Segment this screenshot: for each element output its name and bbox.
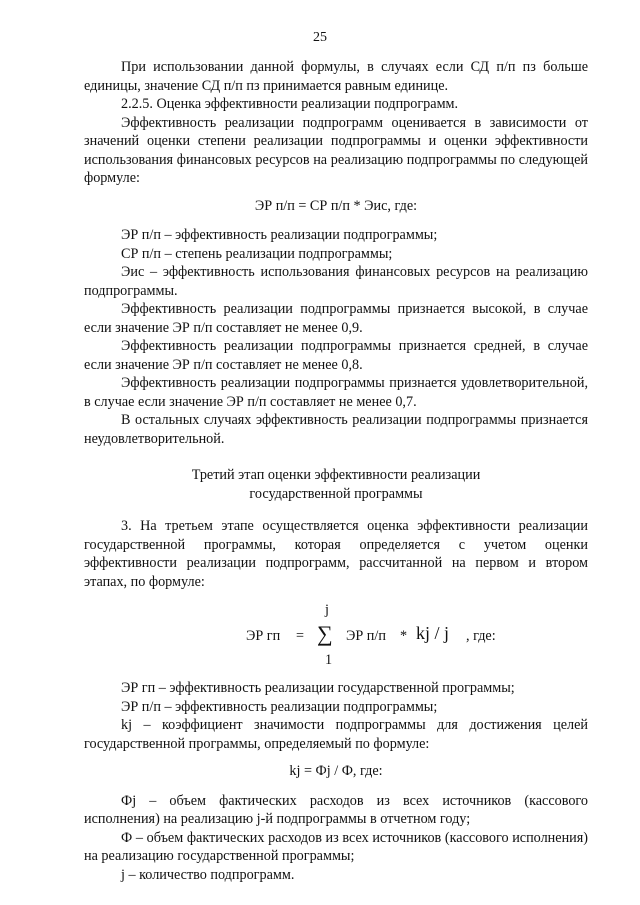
paragraph-formula-note: При использовании данной формулы, в случаях если СД п/п пз больше единицы, значение СД п/п пз принимается равным единице. (84, 59, 588, 94)
formula-suffix: , где: (466, 628, 496, 644)
rule-satisfactory: Эффективность реализации подпрограммы признается удовлетворительной, в случае если значение ЭР п/п составляет не менее 0,7. (84, 375, 588, 410)
definition-kj: kj – коэффициент значимости подпрограммы для достижения целей государственной программы, определяемый по формуле: (84, 717, 588, 752)
document-body (84, 58, 588, 884)
definition-j: j – количество подпрограмм. (121, 866, 295, 883)
formula-multiply: * (400, 628, 408, 644)
stage-three-heading (84, 466, 588, 503)
paragraph-subprogram-efficiency: Эффективность реализации подпрограмм оценивается в зависимости от значений оценки степени реализации подпрограммы и оценки эффективности использования финансовых ресурсов на реализацию подпрограммы по следующей формуле: (84, 114, 588, 186)
page-number: 25 (313, 30, 327, 45)
formula-lhs: ЭР гп (246, 628, 281, 644)
formula-er-gp (84, 597, 588, 675)
rule-medium: Эффективность реализации подпрограммы признается средней, в случае если значение ЭР п/п составляет не менее 0,8. (84, 338, 588, 373)
definition-er-pp: ЭР п/п – эффективность реализации подпрограммы; (121, 227, 438, 243)
sum-upper-limit: j (325, 602, 329, 618)
formula-equals: = (296, 628, 305, 644)
formula-kj: kj = Фj / Ф, где: (289, 763, 383, 779)
rule-high: Эффективность реализации подпрограммы признается высокой, в случае если значение ЭР п/п составляет не менее 0,9. (84, 301, 588, 336)
heading-line-2: государственной программы (249, 485, 423, 502)
rule-unsatisfactory: В остальных случаях эффективность реализации подпрограммы признается неудовлетворительной. (84, 412, 588, 447)
definition-f: Ф – объем фактических расходов из всех источников (кассового исполнения) на реализацию государственной программы; (84, 829, 588, 864)
definition-er-pp-2: ЭР п/п – эффективность реализации подпрограммы; (121, 698, 438, 715)
formula-kj: kj / j (416, 623, 450, 643)
formula-term: ЭР п/п (346, 628, 386, 644)
section-heading-2-2-5: 2.2.5. Оценка эффективности реализации подпрограмм. (121, 96, 459, 112)
heading-line-1: Третий этап оценки эффективности реализации (191, 467, 481, 483)
definition-fj: Фj – объем фактических расходов из всех источников (кассового исполнения) на реализацию j-й подпрограммы в отчетном году; (84, 792, 588, 827)
sum-lower-limit: 1 (325, 652, 333, 668)
definition-er-gp: ЭР гп – эффективность реализации государственной программы; (121, 680, 515, 696)
formula-er-pp: ЭР п/п = СР п/п * Эис, где: (254, 197, 418, 214)
definition-eis: Эис – эффективность использования финансовых ресурсов на реализацию подпрограммы. (84, 264, 588, 299)
paragraph-stage-three: 3. На третьем этапе осуществляется оценка эффективности реализации государственной программы, которая определяется с учетом оценки эффективности реализации подпрограмм, рассчитанной на первом и втором этапах, по формуле: (84, 518, 588, 590)
sigma-symbol: ∑ (317, 621, 333, 646)
definition-sr-pp: СР п/п – степень реализации подпрограммы; (121, 245, 393, 262)
